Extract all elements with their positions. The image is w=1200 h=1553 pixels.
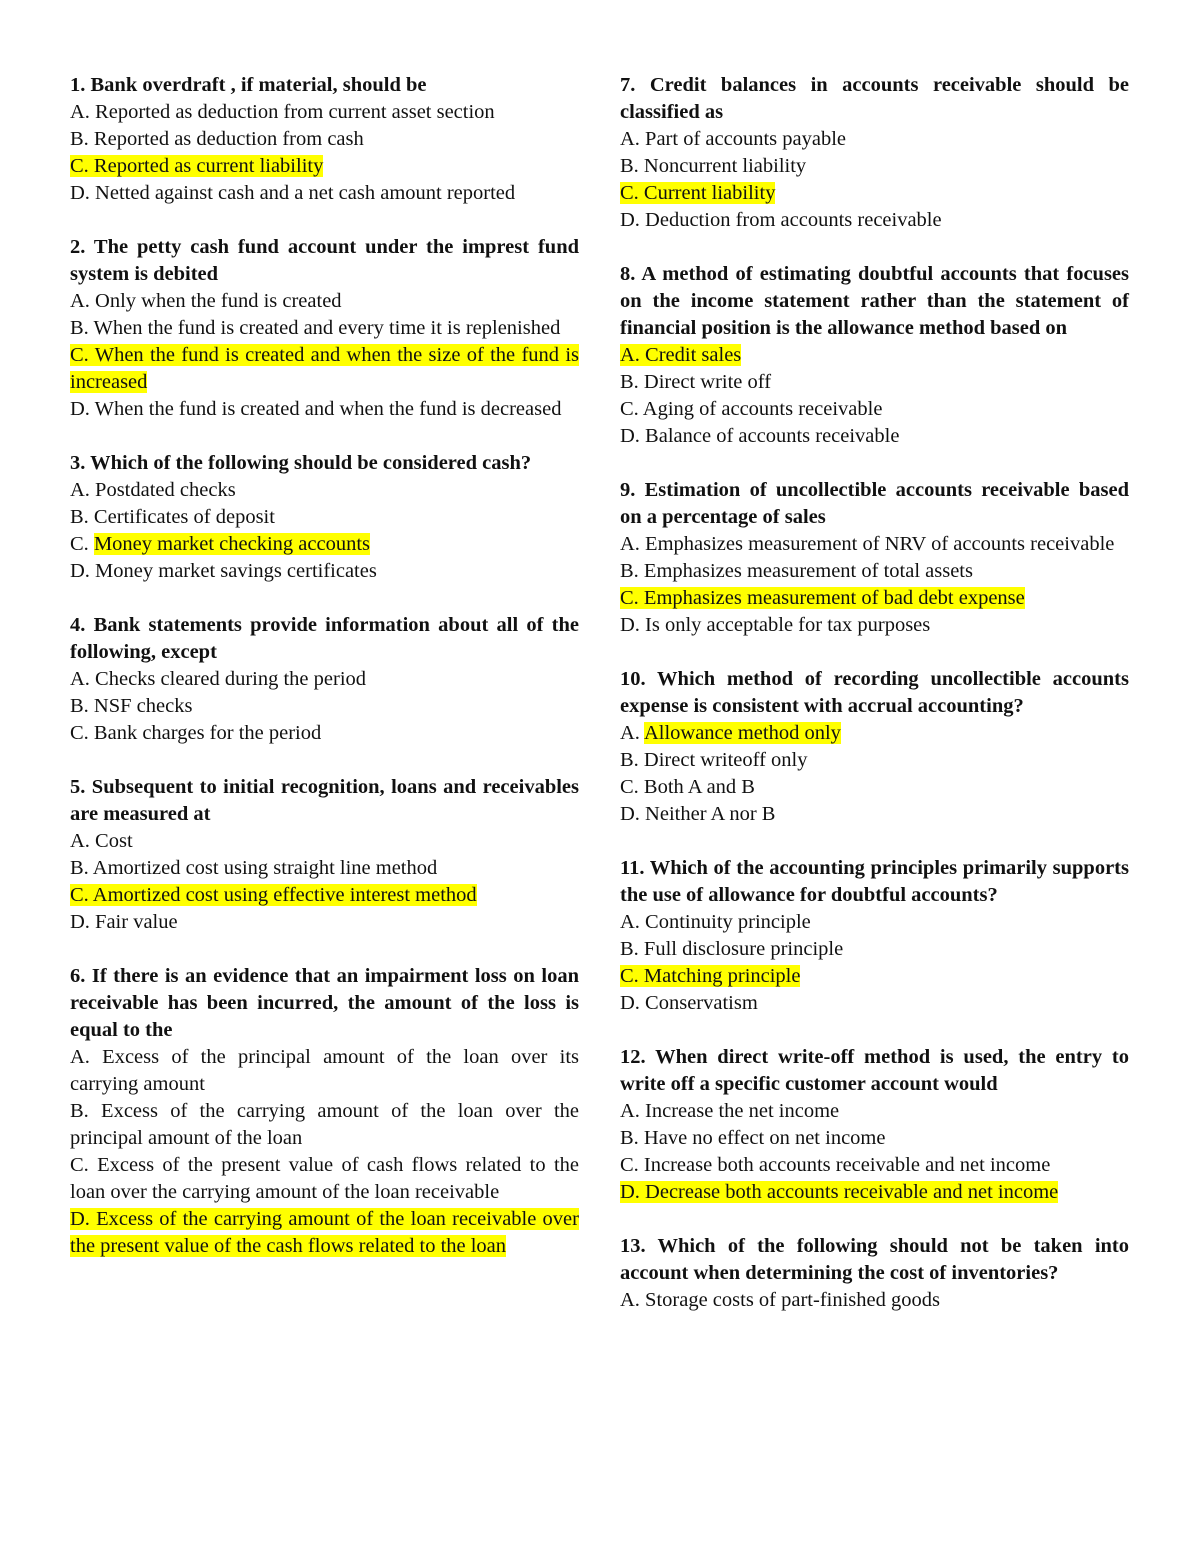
answer-option — [70, 180, 579, 207]
option-text: C. Amortized cost using effective interest method — [70, 884, 477, 906]
option-text: C. When the fund is created and when the size of the fund is increased — [70, 344, 579, 393]
answer-option — [620, 153, 1129, 180]
answer-option — [620, 909, 1129, 936]
option-text: D. Decrease both accounts receivable and net income — [620, 1181, 1059, 1203]
option-text: D. Is only acceptable for tax purposes — [620, 614, 931, 636]
question-block — [70, 774, 579, 936]
question-stem: 7. Credit balances in accounts receivable should be classified as — [620, 74, 1129, 123]
answer-option — [70, 288, 579, 315]
option-text: D. Money market savings certificates — [70, 560, 377, 582]
question-block — [620, 261, 1129, 450]
question-stem: 8. A method of estimating doubtful accounts that focuses on the income statement rather than the statement of financial position is the allowance method based on — [620, 263, 1129, 339]
answer-option-highlighted — [620, 180, 1129, 207]
question-block — [620, 666, 1129, 828]
answer-option — [620, 990, 1129, 1017]
option-text: C. Excess of the present value of cash flows related to the loan over the carrying amount of the loan receivable — [70, 1154, 579, 1203]
option-text: C. Matching principle — [620, 965, 801, 987]
answer-option-highlighted — [70, 531, 579, 558]
option-text: A. Only when the fund is created — [70, 290, 342, 312]
question-block — [620, 1044, 1129, 1206]
question-stem: 5. Subsequent to initial recognition, loans and receivables are measured at — [70, 776, 579, 825]
option-text: A. Postdated checks — [70, 479, 236, 501]
left-column — [70, 72, 579, 1553]
option-letter: C. — [70, 533, 94, 555]
option-text: D. Balance of accounts receivable — [620, 425, 900, 447]
answer-option — [620, 1287, 1129, 1314]
option-text: C. Increase both accounts receivable and net income — [620, 1154, 1051, 1176]
option-text: B. Direct writeoff only — [620, 749, 808, 771]
right-column — [620, 72, 1129, 1553]
question-stem: 13. Which of the following should not be taken into account when determining the cost of inventories? — [620, 1235, 1129, 1284]
option-text: C. Emphasizes measurement of bad debt expense — [620, 587, 1025, 609]
answer-option-highlighted — [70, 153, 579, 180]
answer-option — [70, 720, 579, 747]
question-block — [70, 72, 579, 207]
answer-option-highlighted — [620, 1179, 1129, 1206]
option-text: B. Reported as deduction from cash — [70, 128, 364, 150]
question-block — [70, 234, 579, 423]
option-text: A. Storage costs of part-finished goods — [620, 1289, 940, 1311]
option-text: C. Aging of accounts receivable — [620, 398, 883, 420]
answer-option — [620, 936, 1129, 963]
answer-option — [70, 1044, 579, 1098]
answer-option — [70, 504, 579, 531]
option-text: B. Amortized cost using straight line method — [70, 857, 438, 879]
option-letter: A. — [620, 722, 644, 744]
question-block — [70, 612, 579, 747]
option-text: A. Increase the net income — [620, 1100, 840, 1122]
answer-option — [70, 126, 579, 153]
option-text: A. Reported as deduction from current asset section — [70, 101, 495, 123]
answer-option — [620, 612, 1129, 639]
question-block — [620, 1233, 1129, 1314]
option-text: D. Deduction from accounts receivable — [620, 209, 942, 231]
answer-option — [70, 396, 579, 423]
option-text: B. Noncurrent liability — [620, 155, 807, 177]
option-text: C. Both A and B — [620, 776, 755, 798]
question-block — [620, 72, 1129, 234]
option-text: A. Cost — [70, 830, 133, 852]
option-text: D. Neither A nor B — [620, 803, 776, 825]
answer-option — [620, 774, 1129, 801]
option-text: A. Checks cleared during the period — [70, 668, 367, 690]
option-text: A. Emphasizes measurement of NRV of accounts receivable — [620, 533, 1115, 555]
answer-option — [620, 747, 1129, 774]
answer-option — [620, 126, 1129, 153]
answer-option — [70, 315, 579, 342]
option-text: A. Part of accounts payable — [620, 128, 846, 150]
answer-option — [620, 423, 1129, 450]
answer-option — [70, 558, 579, 585]
answer-option — [70, 693, 579, 720]
question-block — [620, 855, 1129, 1017]
answer-option — [70, 99, 579, 126]
option-text-highlighted: Allowance method only — [643, 722, 841, 744]
answer-option — [70, 855, 579, 882]
question-stem: 4. Bank statements provide information about all of the following, except — [70, 614, 579, 663]
option-text: B. Emphasizes measurement of total assets — [620, 560, 973, 582]
question-stem: 12. When direct write-off method is used, the entry to write off a specific customer account would — [620, 1046, 1129, 1095]
option-text: A. Continuity principle — [620, 911, 811, 933]
answer-option — [620, 207, 1129, 234]
question-block — [620, 477, 1129, 639]
answer-option — [70, 1098, 579, 1152]
question-stem: 2. The petty cash fund account under the imprest fund system is debited — [70, 236, 579, 285]
answer-option — [620, 1125, 1129, 1152]
option-text: C. Reported as current liability — [70, 155, 324, 177]
option-text: D. Conservatism — [620, 992, 758, 1014]
answer-option — [620, 531, 1129, 558]
answer-option-highlighted — [620, 585, 1129, 612]
option-text: B. Excess of the carrying amount of the loan over the principal amount of the loan — [70, 1100, 579, 1149]
option-text: D. Excess of the carrying amount of the loan receivable over the present value of the cash flows related to the loan — [70, 1208, 579, 1257]
question-stem: 6. If there is an evidence that an impairment loss on loan receivable has been incurred, the amount of the loss is equal to the — [70, 965, 579, 1041]
question-stem: 1. Bank overdraft , if material, should be — [70, 74, 427, 96]
option-text: D. When the fund is created and when the fund is decreased — [70, 398, 562, 420]
option-text: B. When the fund is created and every time it is replenished — [70, 317, 561, 339]
answer-option-highlighted — [620, 720, 1129, 747]
answer-option — [620, 369, 1129, 396]
question-stem: 3. Which of the following should be considered cash? — [70, 452, 532, 474]
question-stem: 9. Estimation of uncollectible accounts receivable based on a percentage of sales — [620, 479, 1129, 528]
option-text-highlighted: Money market checking accounts — [93, 533, 371, 555]
answer-option — [620, 1098, 1129, 1125]
question-block — [70, 963, 579, 1260]
option-text: D. Netted against cash and a net cash amount reported — [70, 182, 516, 204]
answer-option-highlighted — [70, 882, 579, 909]
answer-option — [70, 1152, 579, 1206]
option-text: B. Have no effect on net income — [620, 1127, 886, 1149]
question-block — [70, 450, 579, 585]
answer-option — [620, 396, 1129, 423]
option-text: A. Credit sales — [620, 344, 742, 366]
option-text: B. Direct write off — [620, 371, 772, 393]
question-stem: 10. Which method of recording uncollectible accounts expense is consistent with accrual accounting? — [620, 668, 1129, 717]
option-text: C. Bank charges for the period — [70, 722, 322, 744]
answer-option — [70, 666, 579, 693]
question-stem: 11. Which of the accounting principles primarily supports the use of allowance for doubtful accounts? — [620, 857, 1129, 906]
answer-option-highlighted — [620, 963, 1129, 990]
answer-option — [70, 828, 579, 855]
option-text: B. Full disclosure principle — [620, 938, 844, 960]
answer-option-highlighted — [70, 1206, 579, 1260]
option-text: C. Current liability — [620, 182, 776, 204]
option-text: B. NSF checks — [70, 695, 193, 717]
answer-option — [620, 1152, 1129, 1179]
answer-option-highlighted — [70, 342, 579, 396]
answer-option — [70, 477, 579, 504]
answer-option — [620, 558, 1129, 585]
answer-option — [620, 801, 1129, 828]
option-text: B. Certificates of deposit — [70, 506, 275, 528]
option-text: A. Excess of the principal amount of the loan over its carrying amount — [70, 1046, 579, 1095]
answer-option-highlighted — [620, 342, 1129, 369]
option-text: D. Fair value — [70, 911, 178, 933]
answer-option — [70, 909, 579, 936]
